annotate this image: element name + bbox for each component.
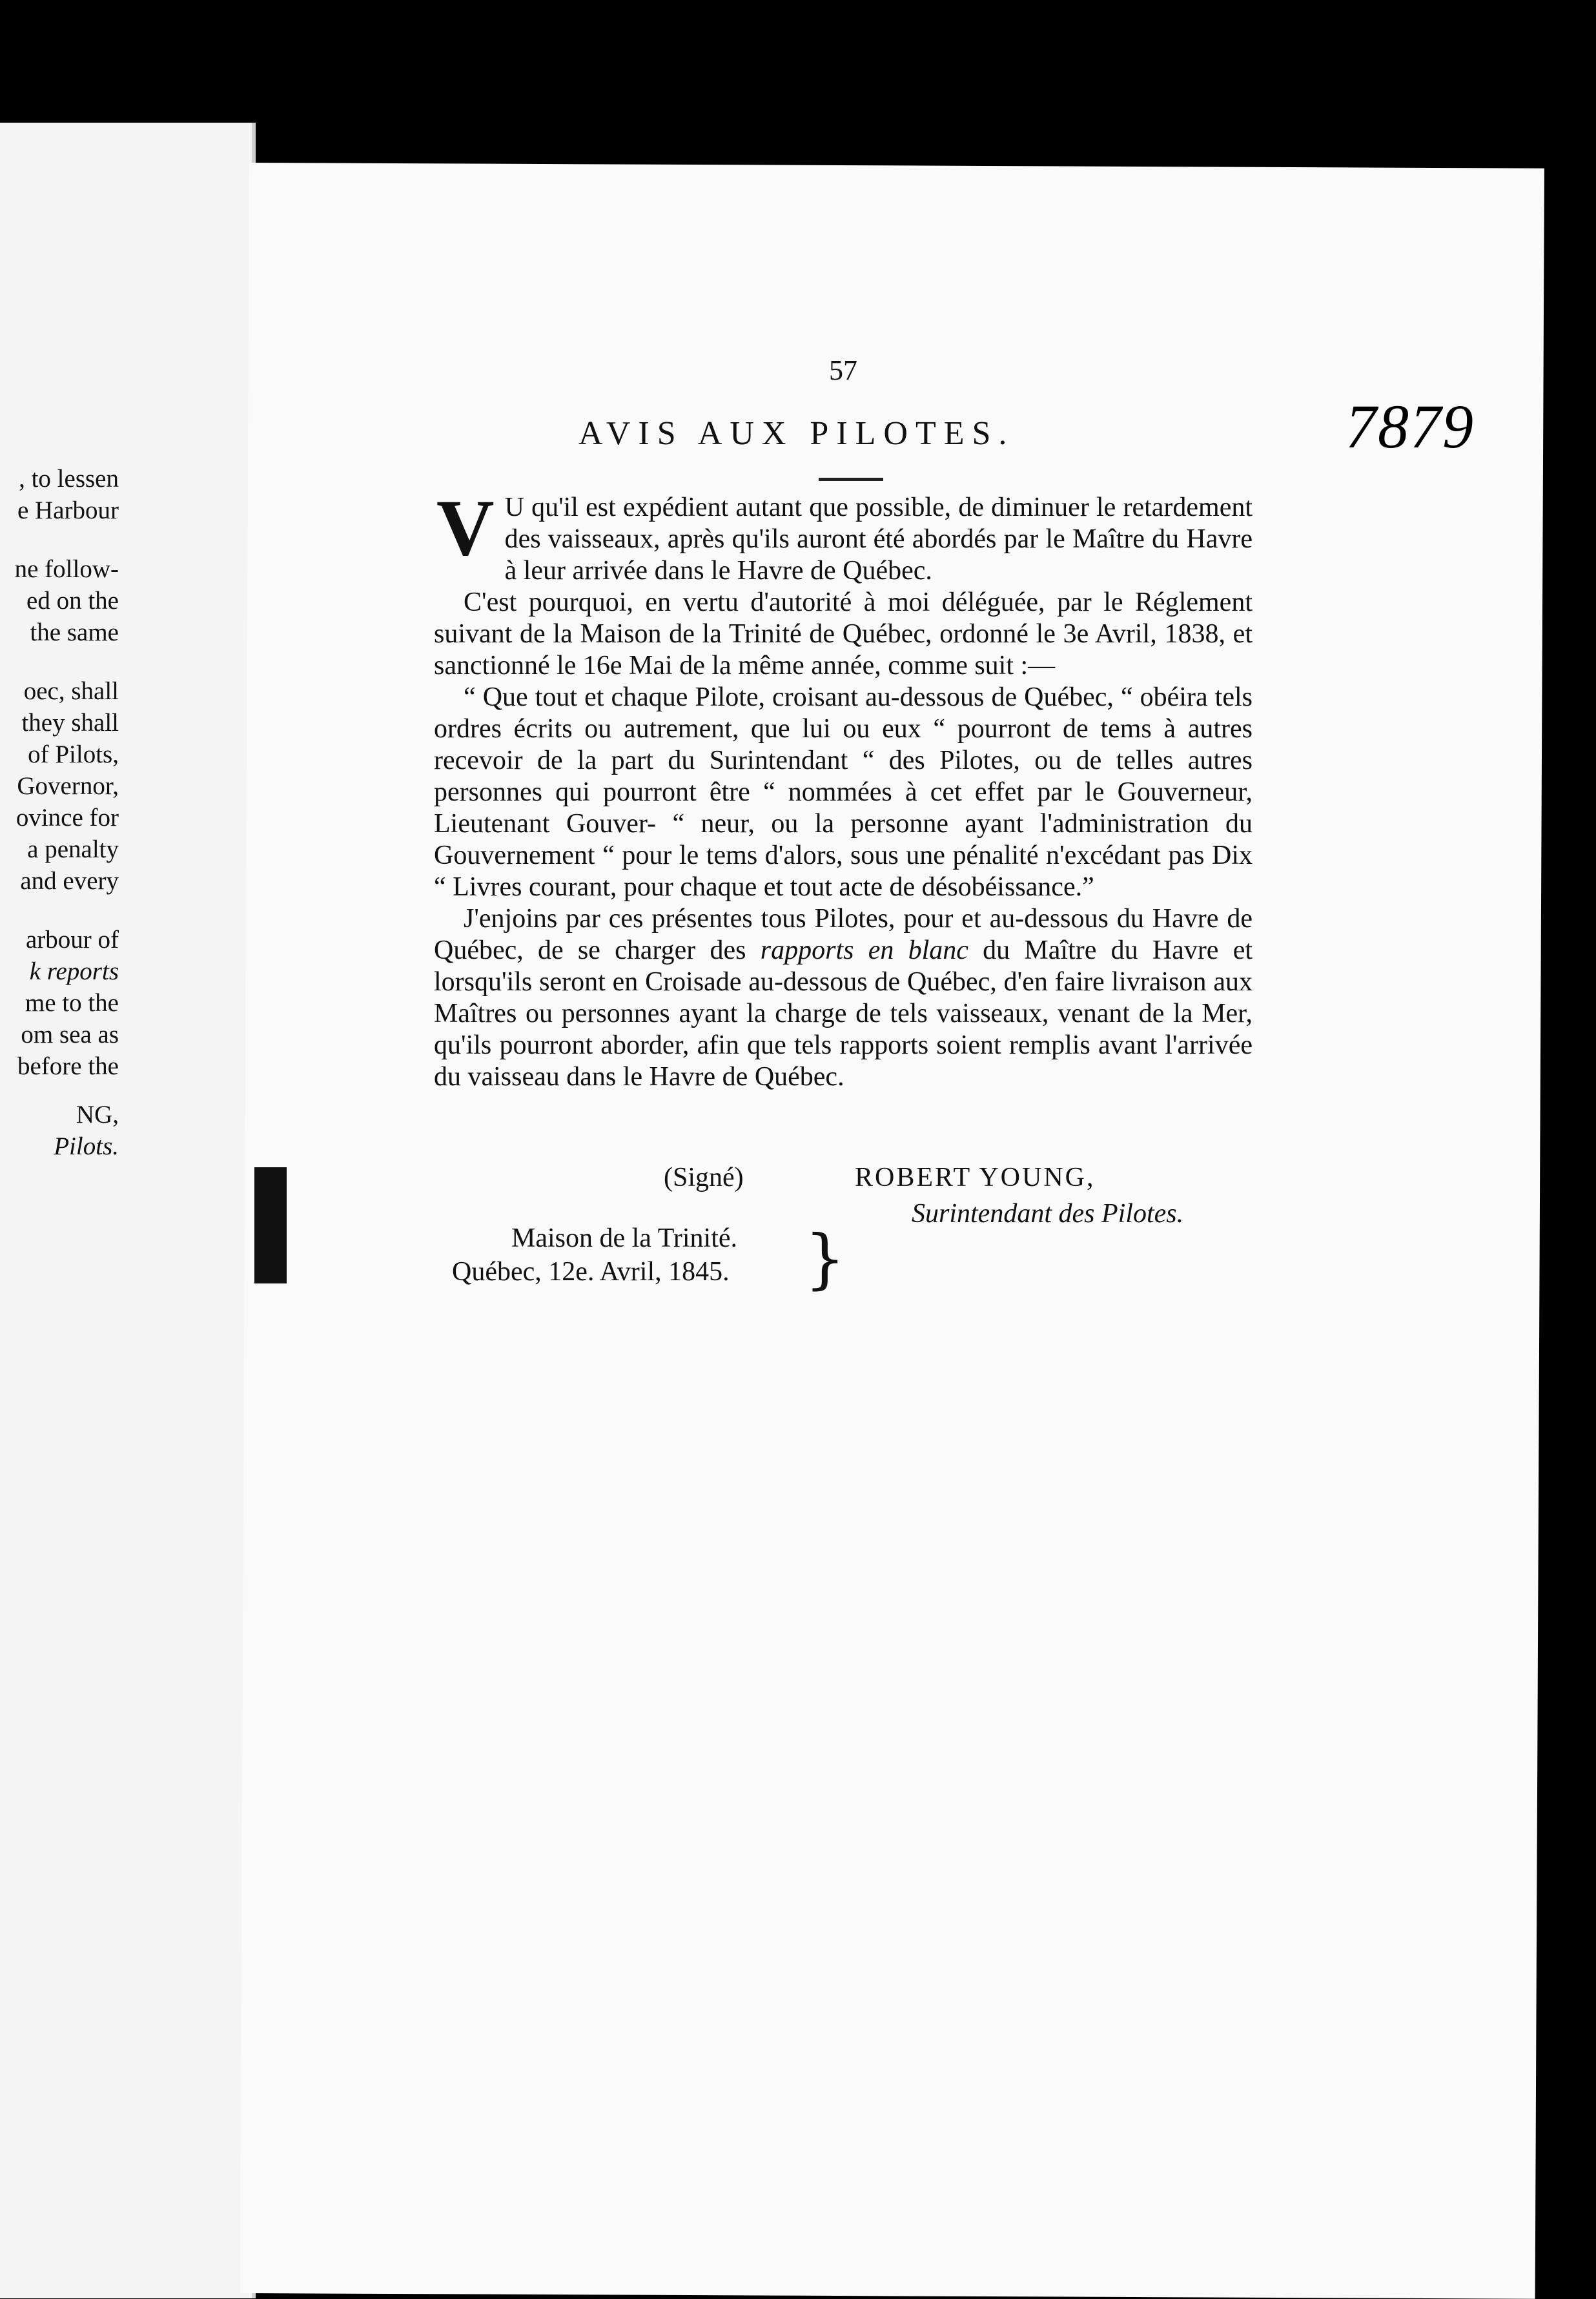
paragraph-3-start: J'enjoins par ces présentes tous Pilotes, pour et au-dessous du Havre de Québec, de se charger des: [434, 904, 1253, 965]
left-line: Governor,: [17, 772, 119, 800]
left-line: oec, shall: [23, 677, 119, 705]
binding-tab: [254, 1167, 287, 1283]
paragraph-1: [434, 484, 1253, 587]
catalog-number: 7879: [1345, 392, 1475, 461]
left-line: me to the: [25, 989, 119, 1017]
document-page: [240, 163, 1544, 2299]
signed-label: (Signé): [664, 1163, 744, 1192]
left-line: a penalty: [27, 835, 119, 863]
signer-title: Surintendant des Pilotes.: [912, 1199, 1184, 1229]
left-line: and every: [20, 867, 119, 895]
paragraph-3-end: du Maître du Havre et lorsqu'ils seront en Croisade au-dessous de Québec, d'en faire livraison aux Maîtres ou personnes ayant la charge de tels vaisseaux, venant de la Mer, qu'ils pourront aborder, afin que tels rapports soient remplis avant l'arrivée du vaisseau dans le Havre de Québec.: [434, 935, 1253, 1092]
regulation-quote: “ Que tout et chaque Pilote, croisant au-dessous de Québec, “ obéira tels ordres écrits ou autrement, que lui ou eux “ pourront de tems à autres recevoir de la part du Surintendant “ des Pilotes, ou de telles autres personnes qui pourront être “ nommées à cet effet par le Gouverneur, Lieutenant Gouver- “ neur, ou la personne ayant l'administration du Gouvernement “ pour le tems d'alors, sous une pénalité n'excédant pas Dix “ Livres courant, pour chaque et tout acte de désobéissance.”: [434, 682, 1253, 902]
paragraph-3-italic: rapports en blanc: [760, 935, 968, 965]
left-line: ne follow-: [14, 555, 119, 583]
left-signature-title: Pilots.: [54, 1132, 119, 1160]
drop-cap: V: [436, 484, 495, 572]
left-signature-name: NG,: [76, 1101, 119, 1129]
previous-page: [0, 123, 256, 2298]
page-title: AVIS AUX PILOTES.: [578, 415, 1015, 452]
paragraph-3: [434, 903, 1253, 1093]
signer-name: ROBERT YOUNG,: [855, 1163, 1096, 1192]
brace-icon: }: [804, 1221, 846, 1296]
place-date-block: [452, 1221, 737, 1289]
place-line: Maison de la Trinité.: [511, 1223, 738, 1253]
paragraph-2: C'est pourquoi, en vertu d'autorité à moi déléguée, par le Réglement suivant de la Maison de la Trinité de Québec, ordonné le 3e Avril, 1838, et sanctionné le 16e Mai de la même année, comme suit :—: [434, 588, 1253, 680]
previous-page-text: [0, 463, 119, 1162]
notice-body: [434, 484, 1253, 1093]
left-line: they shall: [21, 709, 119, 737]
left-line: ovince for: [15, 804, 119, 832]
date-line: Québec, 12e. Avril, 1845.: [452, 1257, 730, 1287]
left-line: , to lessen: [19, 465, 119, 493]
left-line: before the: [17, 1052, 119, 1080]
left-line: e Harbour: [17, 496, 119, 524]
paragraph-1-text: U qu'il est expédient autant que possible, de diminuer le retardement des vaisseaux, après qu'ils auront été abordés par le Maître du Havre à leur arrivée dans le Havre de Québec.: [504, 493, 1253, 586]
left-line: arbour of: [25, 926, 119, 954]
left-line: om sea as: [21, 1021, 119, 1048]
left-line: ed on the: [26, 587, 119, 615]
left-line: the same: [30, 618, 119, 646]
page-number: 57: [829, 354, 857, 386]
left-line: k reports: [29, 957, 119, 985]
left-line: of Pilots,: [28, 741, 119, 768]
title-rule: [819, 478, 883, 481]
